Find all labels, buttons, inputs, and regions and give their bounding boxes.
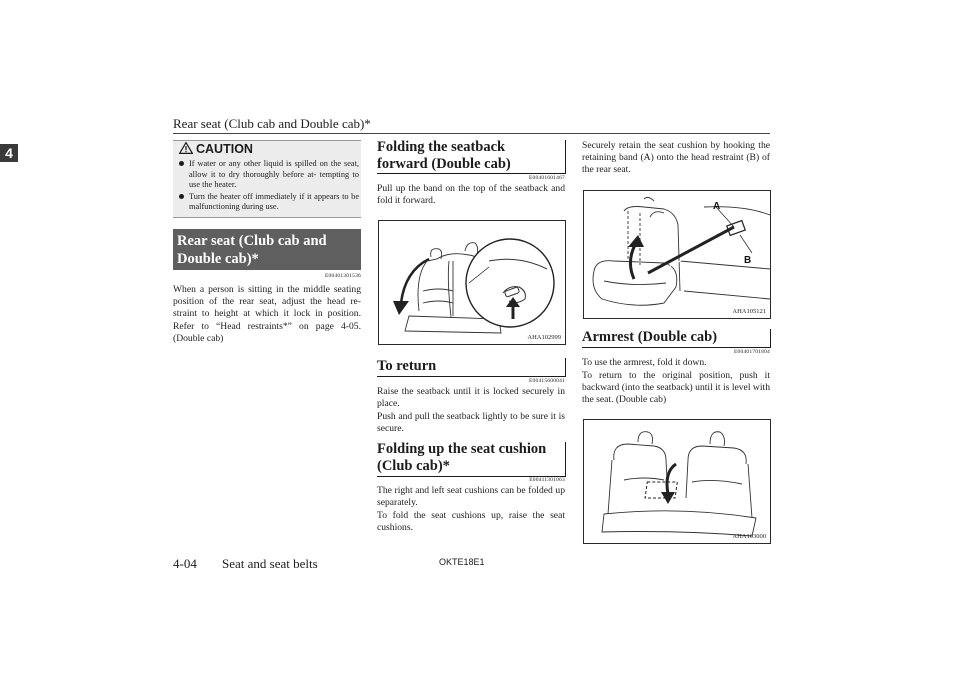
- raise-arrow-icon: [628, 235, 644, 247]
- fold-forward-body: Pull up the band on the top of the seatback and fold it forward.: [377, 183, 565, 207]
- section-title: Folding the seatback forward (Double cab): [377, 139, 511, 172]
- figure-label: AHA103000: [732, 533, 766, 540]
- section-title: Armrest (Double cab): [582, 329, 718, 345]
- callout-b: B: [744, 255, 752, 266]
- figure-label: AHA102999: [527, 334, 561, 341]
- seatback-fold-illustration: [379, 221, 565, 344]
- caution-item-text: If water or any other liquid is spilled on the seat, allow it to dry thoroughly before at- tempting to use the heater.: [189, 159, 359, 189]
- caution-title: CAUTION: [196, 142, 253, 156]
- page-number: 4-04: [173, 556, 197, 571]
- figure-seatback-fold: [378, 220, 566, 345]
- section-code: E00401601467: [528, 175, 565, 181]
- to-return-body-1: Raise the seatback until it is locked securely in place.: [377, 386, 565, 410]
- title-rule-vertical: [565, 358, 566, 377]
- caution-item: [179, 192, 359, 213]
- chapter-tab: 4: [0, 144, 18, 162]
- fold-cushion-body-1: The right and left seat cushions can be folded up separately.: [377, 485, 565, 509]
- bullet-icon: [179, 161, 184, 166]
- callout-a: A: [713, 201, 721, 212]
- header-rule: [173, 133, 770, 134]
- caution-list: [179, 159, 359, 214]
- section-code: E00401301536: [324, 273, 361, 279]
- caution-heading: [179, 142, 253, 156]
- section-title: To return: [377, 358, 437, 374]
- doc-code: OKTE18E1: [439, 557, 485, 567]
- title-rule-vertical: [565, 442, 566, 477]
- figure-retaining-band: [583, 190, 771, 319]
- section-code: E00401701804: [733, 349, 770, 355]
- title-rule: [377, 173, 565, 174]
- footer-section: Seat and seat belts: [222, 556, 318, 571]
- fold-arrow-icon: [393, 301, 409, 315]
- caution-box: [173, 140, 361, 218]
- fold-cushion-body-2: To fold the seat cushions up, raise the seat cushions.: [377, 510, 565, 534]
- armrest-body-2: To return to the original position, push it backward (into the seatback) until it is level with the seat. (Double cab): [582, 370, 770, 406]
- to-return-body-2: Push and pull the seatback lightly to be sure it is secure.: [377, 411, 565, 435]
- title-rule: [582, 347, 770, 348]
- rear-seat-body: When a person is sitting in the middle seating position of the rear seat, adjust the head re- straint to height at which it lock in position. Refer to “Head restraints*” on page 4-05. (Double cab): [173, 284, 361, 344]
- section-code: E00411301063: [529, 477, 565, 483]
- title-rule: [377, 376, 565, 377]
- bullet-icon: [179, 194, 184, 199]
- caution-item: [179, 159, 359, 191]
- retaining-band-illustration: [584, 191, 770, 318]
- section-title: Folding up the seat cushion (Club cab)*: [377, 441, 547, 474]
- figure-label: AHA105121: [732, 308, 766, 315]
- figure-armrest: [583, 419, 771, 544]
- running-header: Rear seat (Club cab and Double cab)*: [173, 116, 371, 131]
- title-rule-vertical: [565, 140, 566, 174]
- caution-item-text: Turn the heater off immediately if it appears to be malfunctioning during use.: [189, 191, 359, 211]
- section-code: E00415600041: [528, 378, 565, 384]
- detail-circle: [466, 239, 554, 327]
- armrest-body-1: To use the armrest, fold it down.: [582, 357, 707, 368]
- section-banner: Rear seat (Club cab and Double cab)*: [173, 229, 361, 270]
- title-rule-vertical: [770, 329, 771, 348]
- armrest-illustration: [584, 420, 770, 543]
- retain-body: Securely retain the seat cushion by hooking the retaining band (A) onto the head restraint (B) of the rear seat.: [582, 140, 770, 176]
- warning-icon: [179, 142, 193, 154]
